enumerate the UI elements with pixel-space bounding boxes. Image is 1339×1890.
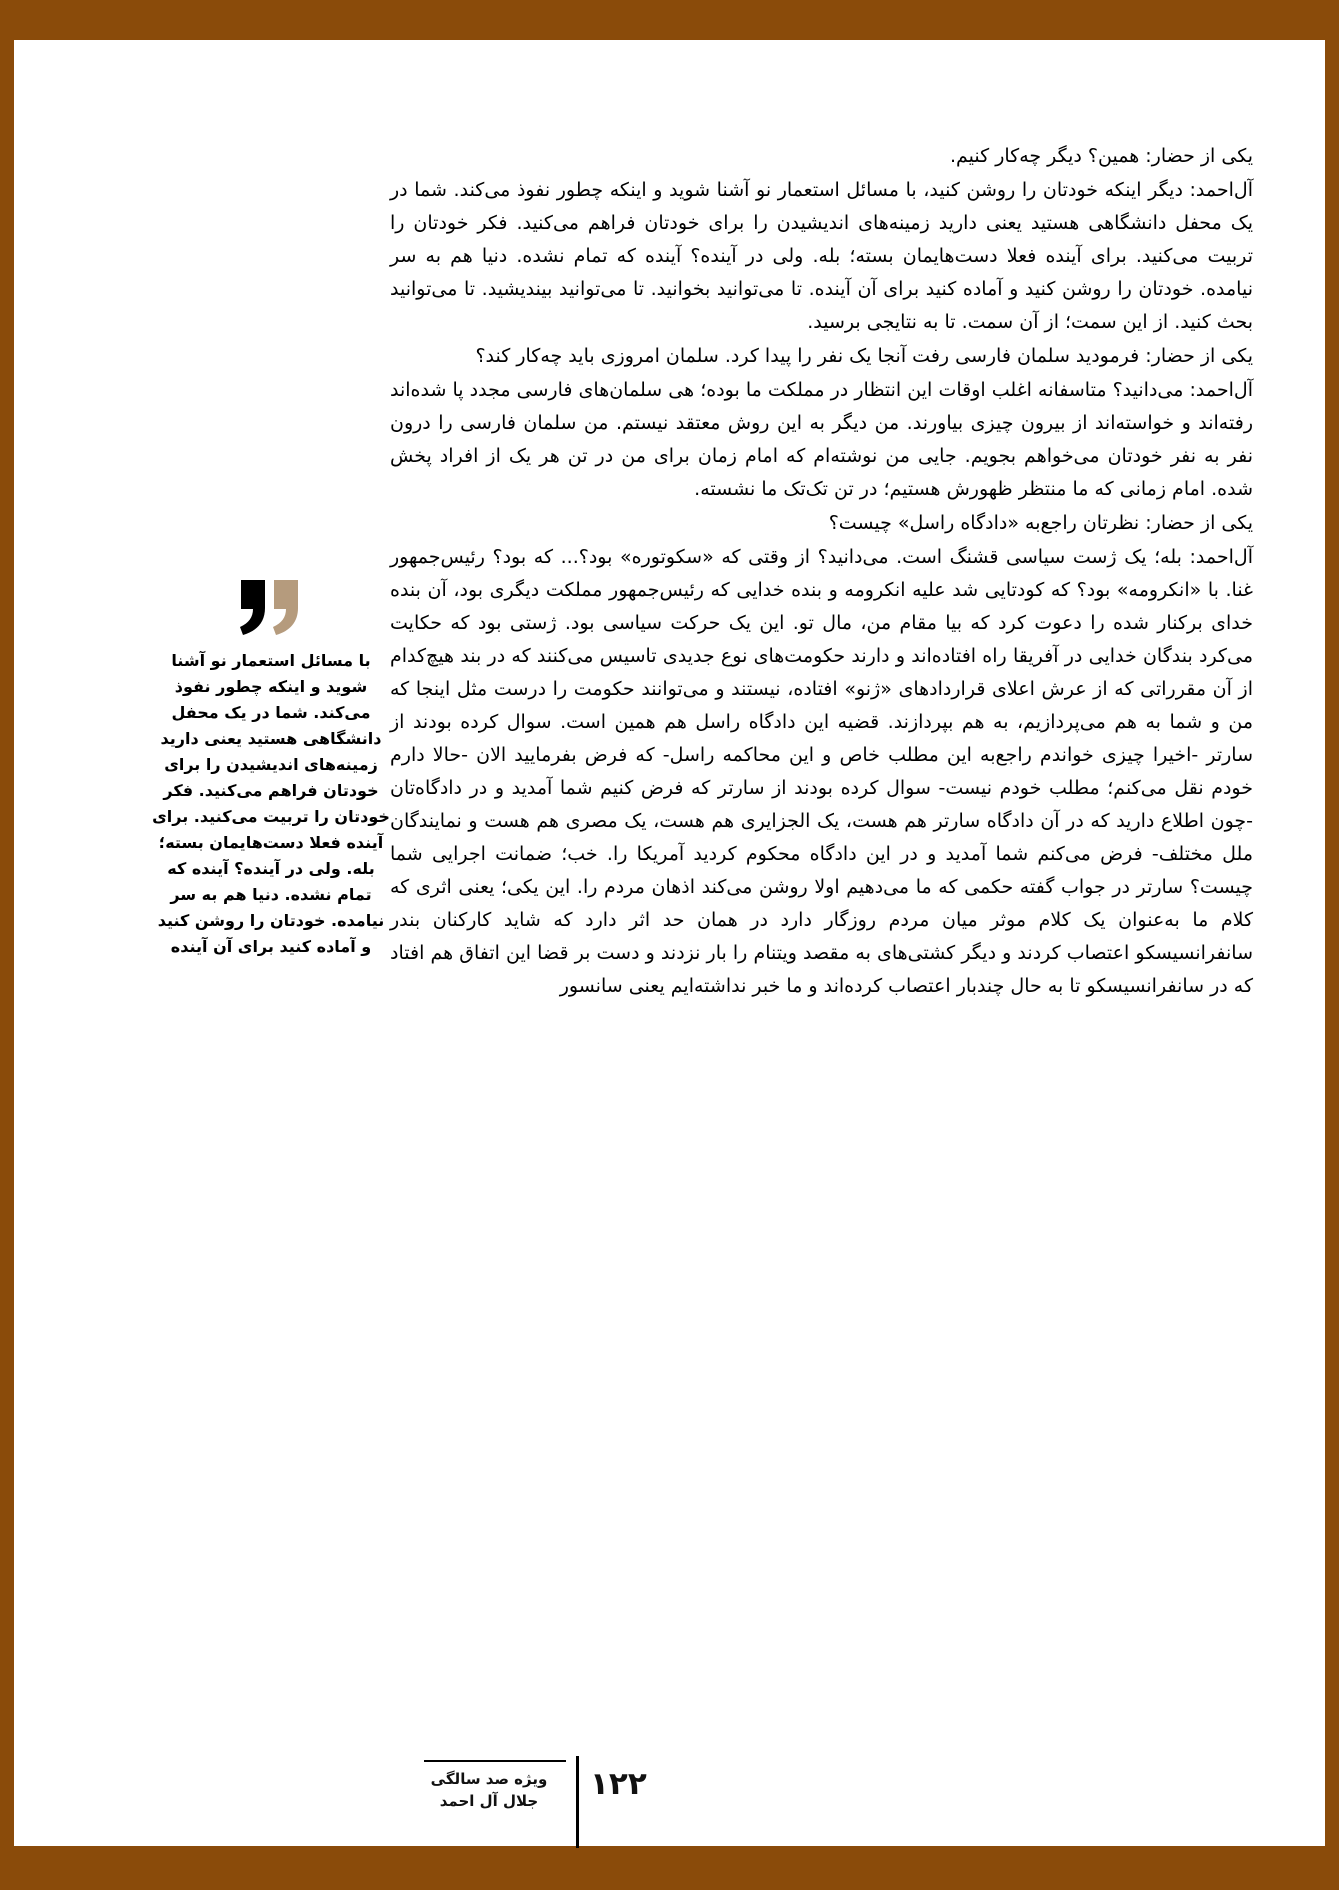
dialogue-paragraph-alahmad: آل‌احمد: دیگر اینکه خودتان را روشن کنید، با مسائل استعمار نو آشنا شوید و اینکه چطور نفوذ می‌کند. شما در یک محفل دانشگاهی هستید یعنی دارید زمینه‌های اندیشیدن را برای خودتان فراهم می‌کنید. فکر خودتان را تربیت می‌کنید. برای آینده فعلا دست‌هایمان بسته؛ بله. ولی در آینده؟ آینده که تمام نشده. دنیا هم به سر نیامده. خودتان را روشن کنید و آماده کنید برای آن آینده. تا می‌توانید بخوانید. تا می‌توانید بیندیشید. تا می‌توانید بحث کنید. از این سمت؛ از آن سمت. تا به نتایجی برسید. [390, 179, 1253, 333]
footer-divider [576, 1756, 579, 1848]
quotation-mark-icon [238, 578, 304, 636]
dialogue-paragraph-audience: یکی از حضار: نظرتان راجع‌به «دادگاه راسل» چیست؟ [828, 512, 1253, 534]
footer-series-line2: جلال آل احمد [439, 1792, 539, 1810]
page-footer [410, 1756, 670, 1852]
pull-quote-text: با مسائل استعمار نو آشنا شوید و اینکه چطور نفوذ می‌کند. شما در یک محفل دانشگاهی هستید یعنی دارید زمینه‌های اندیشیدن را برای خودتان فراهم می‌کنید. فکر خودتان را تربیت می‌کنید. برای آینده فعلا دست‌هایمان بسته؛ بله. ولی در آینده؟ آینده که تمام نشده. دنیا هم به سر نیامده. خودتان را روشن کنید و آماده کنید برای آن آینده [152, 651, 390, 956]
dialogue-paragraph-alahmad: آل‌احمد: می‌دانید؟ متاسفانه اغلب اوقات این انتظار در مملکت ما بوده؛ هی سلمان‌های فارسی مجدد پا شده‌اند رفته‌اند و خواسته‌اند از بیرون چیزی بیاورند. من دیگر به این روش معتقد نیستم. من سلمان فارسی را درون نفر به نفر خودتان می‌خواهم بجویم. جایی من نوشته‌ام که امام زمان برای من در تن هر یک از افراد پخش شده. امام زمانی که ما منتظر ظهورش هستیم؛ در تن تک‌تک ما نشسته. [390, 379, 1253, 500]
dialogue-paragraph-audience: یکی از حضار: همین؟ دیگر چه‌کار کنیم. [949, 145, 1253, 167]
footer-rule [424, 1760, 566, 1762]
dialogue-paragraph-alahmad: آل‌احمد: بله؛ یک ژست سیاسی قشنگ است. می‌دانید؟ از وقتی که «سکوتوره» بود؟... که بود؟ رئیس‌جمهور غنا. با «انکرومه» بود؟ که کودتایی شد علیه انکرومه و بنده خدایی که رئیس‌جمهور مملکت دیگری بود، آن بنده خدای برکنار شده را دعوت کرد که بیا مقام من، مال تو. این یک حرکت سیاسی بود. ژستی بود که حکایت می‌کرد بندگان خدایی در آفریقا راه افتاده‌اند و دارند حکومت‌های نوع جدیدی تاسیس می‌کنند که در بند هیچ‌کدام از آن مقرراتی که از عرش اعلای قراردادهای «ژنو» افتاده، نیستند و می‌توانند حکومت را درست مثل اینجا که من و شما به هم می‌پردازیم، به هم بپردازند. قضیه این دادگاه راسل هم همین است. سوال کرده بودند از سارتر -اخیرا چیزی خواندم راجع‌به این مطلب خاص و این محاکمه راسل- که فرض بفرمایید الان -حالا دارم خودم نقل می‌کنم؛ مطلب خودم نیست- سوال کرده بودند از سارتر که فرض کنیم شما آمدید و در دادگاه‌تان -چون اطلاع دارید که در آن دادگاه سارتر هم هست، یک الجزایری هم هست، یک مصری هم هست و نمایندگان ملل مختلف- فرض می‌کنم شما آمدید و در این دادگاه محکوم کردید آمریکا را. خب؛ ضمانت اجرایی شما چیست؟ سارتر در جواب گفته حکمی که ما می‌دهیم اولا روشن می‌کند اذهان مردم را. این یکی؛ یعنی اثری که کلام ما به‌عنوان یک کلام موثر میان مردم روزگار دارد در همان حد اثر دارد که شاید کارکنان بندر سانفرانسیسکو اعتصاب کردند و دیگر کشتی‌های به مقصد ویتنام را بار نزدند و دست بر قضا این اتفاق هم افتاد که در سانفرانسیسکو تا به حال چندبار اعتصاب کرده‌اند و ما خبر نداشته‌ایم یعنی سانسور [390, 546, 1253, 997]
dialogue-paragraph-audience: یکی از حضار: فرمودید سلمان فارسی رفت آنجا یک نفر را پیدا کرد. سلمان امروزی باید چه‌کار کند؟ [475, 345, 1253, 367]
article-body [390, 140, 1253, 1004]
pull-quote [150, 578, 392, 960]
footer-series-line1: ویژه صد سالگی [430, 1770, 548, 1788]
page-content-area [14, 40, 1325, 1846]
footer-series-title [410, 1768, 568, 1812]
page-number: ۱۲۲ [590, 1766, 647, 1802]
